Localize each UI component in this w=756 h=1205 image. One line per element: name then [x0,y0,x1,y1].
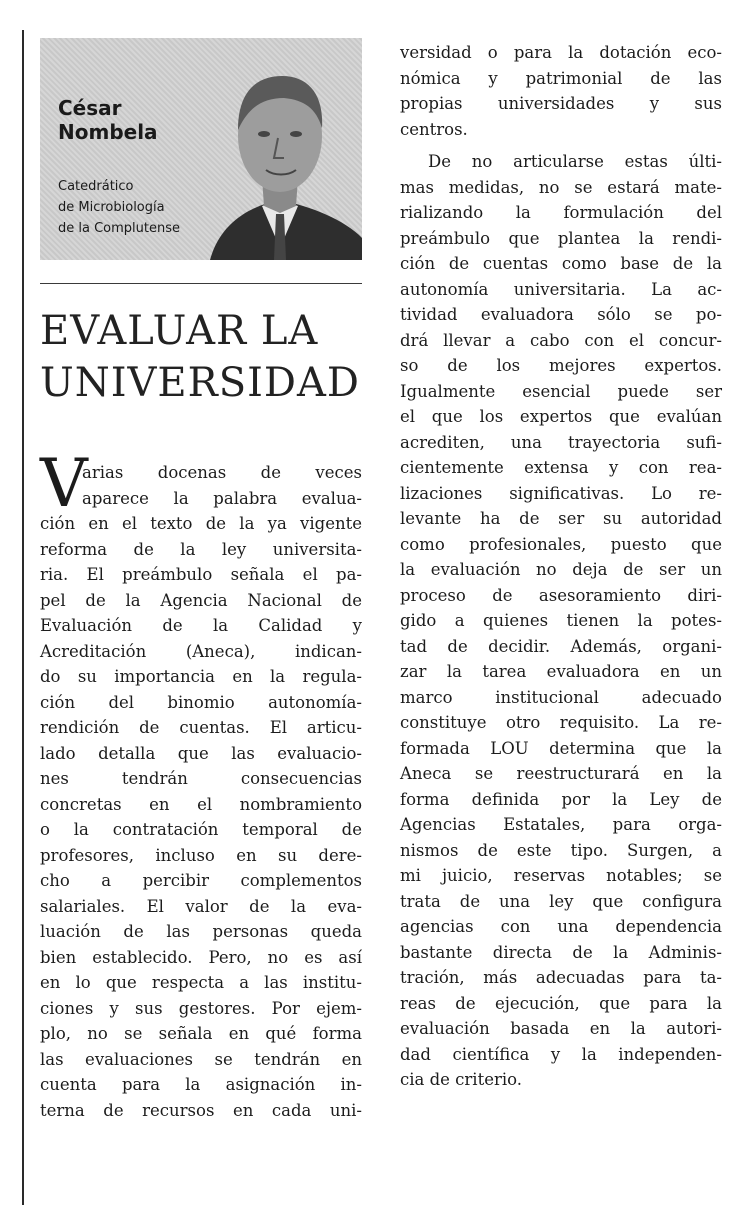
body-text-line: Agencias Estatales, para orga- [400,815,722,834]
body-text-line: cuenta para la asignación in- [40,1075,362,1094]
body-text-line: so de los mejores expertos. [400,356,722,375]
body-text-line: mas medidas, no se estará mate- [400,177,722,197]
body-text-line: bien establecido. Pero, no es así [40,947,362,967]
body-text-line: ción del binomio autonomía- [40,692,362,712]
body-text-line: mi juicio, reservas notables; se [400,866,722,885]
body-text-line: profesores, incluso en su dere- [40,845,362,865]
body-text-line: nismos de este tipo. Surgen, a [400,840,722,860]
body-text-line: el que los expertos que evalúan [400,407,722,426]
body-text-line: preámbulo que plantea la rendi- [400,228,722,248]
author-role-line: de la Complutense [58,221,180,236]
body-text-line: terna de recursos en cada uni- [40,1100,362,1120]
author-name [58,96,208,144]
body-text-line: ción en el texto de la ya vigente [40,514,362,533]
body-text-line: nómica y patrimonial de las [400,68,722,88]
body-text-line: marco institucional adecuado [400,687,722,707]
body-text-line: rializando la formulación del [400,203,722,222]
body-text-line: rendición de cuentas. El articu- [40,718,362,737]
body-text-line: Igualmente esencial puede ser [400,381,722,401]
body-text-line: Aneca se reestructurará en la [400,764,722,783]
author-last-name: Nombela [58,120,158,144]
column-rule [22,30,24,1205]
body-text-line: la evaluación no deja de ser un [400,560,722,579]
body-text-line: do su importancia en la regula- [40,667,362,686]
body-text-line: bastante directa de la Adminis- [400,942,722,962]
body-text-line: Evaluación de la Calidad y [40,616,362,635]
body-text-line: De no articularse estas últi- [428,152,722,171]
author-role-line: Catedrático [58,179,134,194]
body-text-line: tración, más adecuadas para ta- [400,968,722,987]
body-text-line: nes tendrán consecuencias [40,769,362,788]
body-text-line: constituye otro requisito. La re- [400,713,722,732]
body-text-line: cia de criterio. [400,1070,523,1089]
author-box [40,38,362,260]
body-text-line: forma definida por la Ley de [400,789,722,809]
body-text-line: evaluación basada en la autori- [400,1019,722,1038]
body-text-line: zar la tarea evaluadora en un [400,662,722,681]
body-text-line: gido a quienes tienen la potes- [400,611,722,630]
body-text-line: drá llevar a cabo con el concur- [400,330,722,350]
body-text-line: arias docenas de veces [82,463,362,482]
body-text-line: reas de ejecución, que para la [400,993,722,1013]
body-text-line: salariales. El valor de la eva- [40,896,362,916]
body-text-line: reforma de la ley universita- [40,539,362,559]
paragraph-gap [400,142,722,149]
body-text-line: proceso de asesoramiento diri- [400,585,722,605]
headline-line: UNIVERSIDAD [40,360,360,406]
body-text-line: formada LOU determina que la [400,738,722,758]
body-text-line: cientemente extensa y con rea- [400,458,722,477]
body-text-line: plo, no se señala en qué forma [40,1024,362,1043]
section-divider [40,283,362,284]
author-portrait [200,38,362,260]
body-text-line: Acreditación (Aneca), indican- [40,641,362,661]
body-text-line: lado detalla que las evaluacio- [40,743,362,763]
body-text-line: levante ha de ser su autoridad [400,509,722,528]
body-text-line: las evaluaciones se tendrán en [40,1049,362,1069]
body-text-line: agencias con una dependencia [400,917,722,936]
body-text-line: aparece la palabra evalua- [82,488,362,508]
body-text-line: como profesionales, puesto que [400,534,722,554]
body-text-line: tad de decidir. Además, organi- [400,636,722,656]
body-text-line: ria. El preámbulo señala el pa- [40,565,362,584]
author-role [58,176,218,239]
body-text-line: tividad evaluadora sólo se po- [400,305,722,324]
body-text-line: lizaciones significativas. Lo re- [400,483,722,503]
body-text-line: o la contratación temporal de [40,820,362,839]
body-text-line: pel de la Agencia Nacional de [40,590,362,610]
body-text-line: en lo que respecta a las institu- [40,973,362,992]
body-text-line: autonomía universitaria. La ac- [400,279,722,299]
body-text-line: trata de una ley que configura [400,891,722,911]
article-body-left-column [40,460,362,1123]
article-body-right-column [400,40,722,1093]
body-text-line: luación de las personas queda [40,922,362,941]
article-headline [40,305,370,409]
headline-line: EVALUAR LA [40,308,319,354]
body-text-line: ción de cuentas como base de la [400,254,722,273]
author-first-name: César [58,96,122,120]
body-text-line: acrediten, una trayectoria sufi- [400,432,722,452]
author-role-line: de Microbiología [58,200,165,215]
body-text-line: concretas en el nombramiento [40,794,362,814]
body-text-line: propias universidades y sus [400,94,722,113]
body-text-line: centros. [400,119,468,139]
drop-cap: V [40,445,88,522]
body-text-line: cho a percibir complementos [40,871,362,890]
body-text-line: ciones y sus gestores. Por ejem- [40,998,362,1018]
body-text-line: dad científica y la independen- [400,1044,722,1064]
body-text-line: versidad o para la dotación eco- [400,43,722,62]
